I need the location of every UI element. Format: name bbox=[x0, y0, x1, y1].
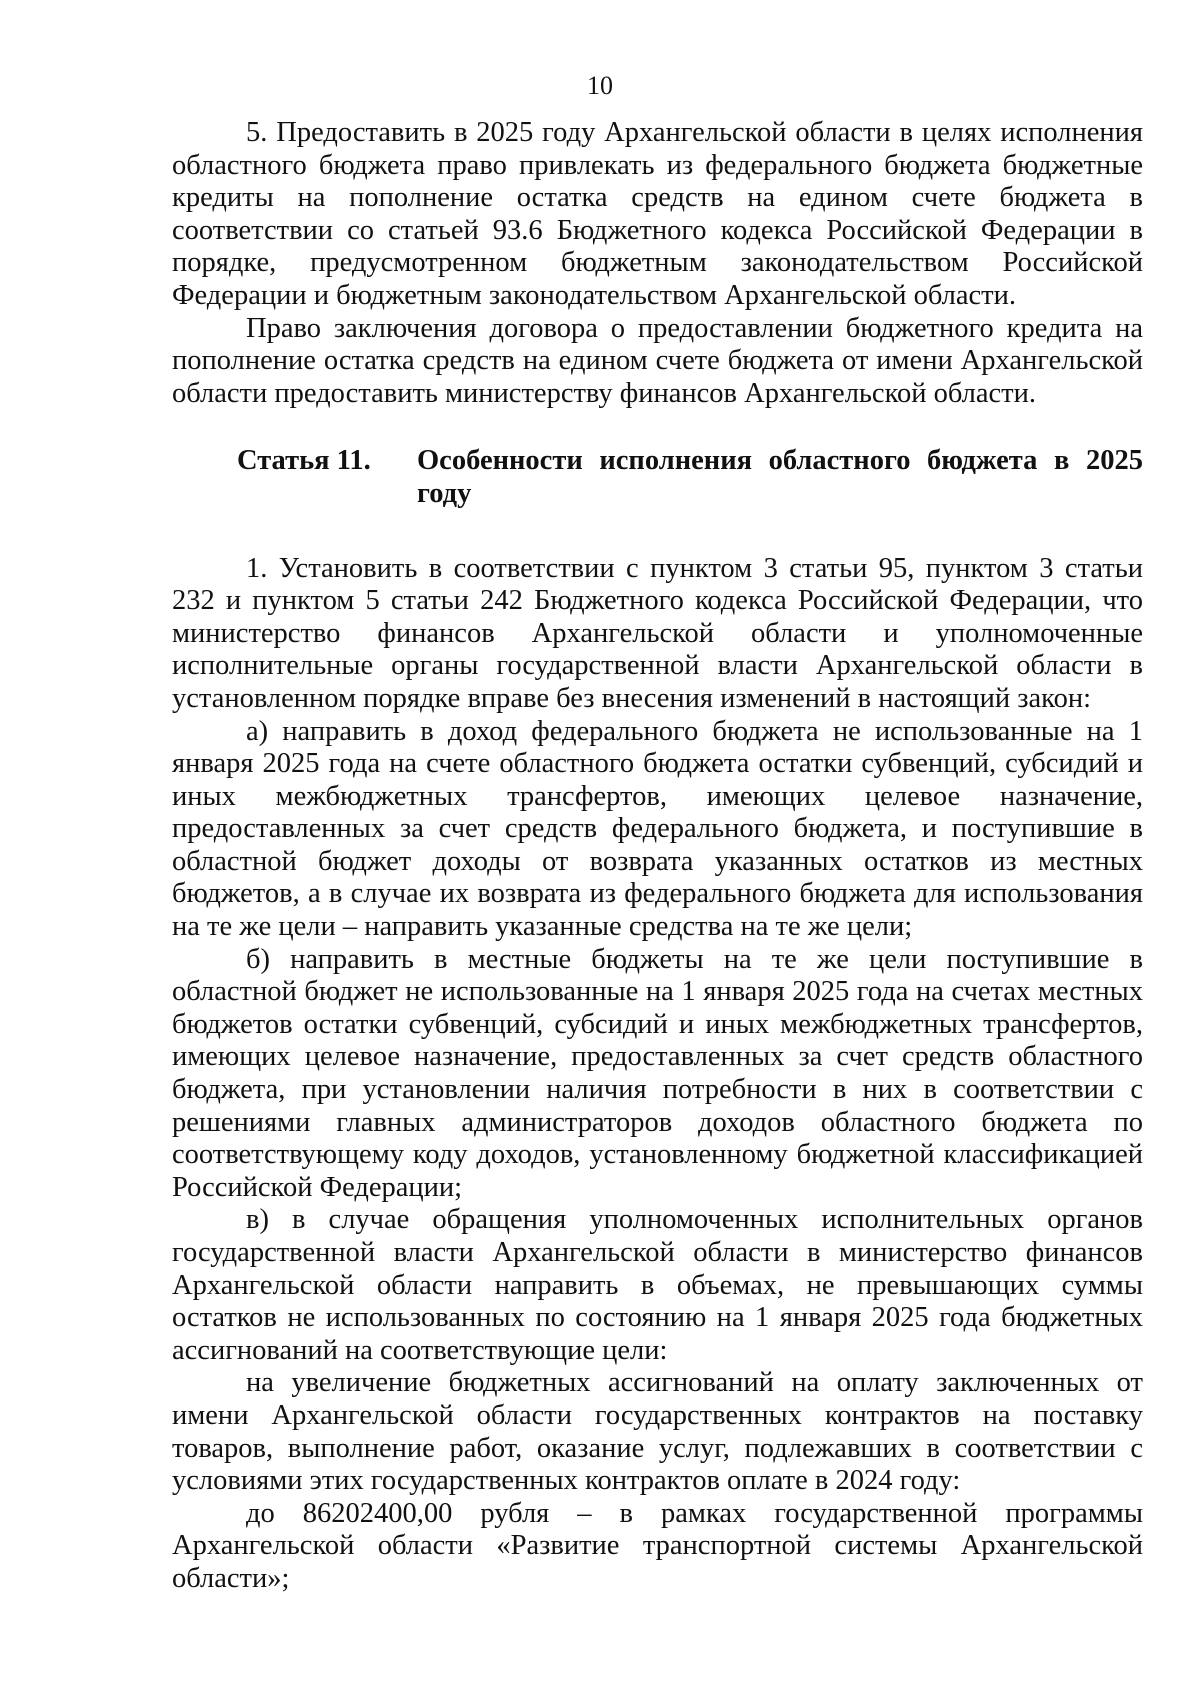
paragraph-subitem-v: в) в случае обращения уполномоченных исполнительных органов государственной власти Архангельской области в министерство финансов Архангельской области направить в объемах, не превышающих суммы остатков не использованных по состоянию на 1 января 2025 года бюджетных ассигнований на соответствующие цели: bbox=[172, 1204, 1143, 1366]
paragraph-credit-agreement: Право заключения договора о предоставлении бюджетного кредита на пополнение остатка средств на едином счете бюджета от имени Архангельской области предоставить министерству финансов Архангельской области. bbox=[172, 312, 1143, 409]
paragraph-subitem-a: а) направить в доход федерального бюджета не использованные на 1 января 2025 года на счете областного бюджета остатки субвенций, субсидий и иных межбюджетных трансфертов, имеющих целевое назначение, предоставленных за счет средств федерального бюджета, и поступившие в областной бюджет доходы от возврата указанных остатков из местных бюджетов, а в случае их возврата из федерального бюджета для использования на те же цели – направить указанные средства на те же цели; bbox=[172, 715, 1143, 943]
page-number: 10 bbox=[587, 71, 613, 100]
article-number: Статья 11. bbox=[237, 445, 371, 477]
paragraph-item-1: 1. Установить в соответствии с пунктом 3 статьи 95, пунктом 3 статьи 232 и пунктом 5 статьи 242 Бюджетного кодекса Российской Федерации, что министерство финансов Архангельской области и уполномоченные исполнительные органы государственной власти Архангельской области в установленном порядке вправе без внесения изменений в настоящий закон: bbox=[172, 552, 1143, 714]
article-heading bbox=[237, 445, 1143, 510]
paragraph-amount: до 86202400,00 рубля – в рамках государственной программы Архангельской области «Развитие транспортной системы Архангельской области»; bbox=[172, 1497, 1143, 1594]
document-body bbox=[172, 117, 1143, 1596]
paragraph-subitem-b: б) направить в местные бюджеты на те же цели поступившие в областной бюджет не использованные на 1 января 2025 года на счетах местных бюджетов остатки субвенций, субсидий и иных межбюджетных трансфертов, имеющих целевое назначение, предоставленных за счет средств областного бюджета, при установлении наличия потребности в них в соответствии с решениями главных администраторов доходов областного бюджета по соответствующему коду доходов, установленному бюджетной классификацией Российской Федерации; bbox=[172, 943, 1143, 1203]
paragraph-contracts: на увеличение бюджетных ассигнований на оплату заключенных от имени Архангельской области государственных контрактов на поставку товаров, выполнение работ, оказание услуг, подлежавших в соответствии с условиями этих государственных контрактов оплате в 2024 году: bbox=[172, 1367, 1143, 1497]
article-title: Особенности исполнения областного бюджета в 2025 году bbox=[417, 445, 1143, 509]
paragraph-item-5: 5. Предоставить в 2025 году Архангельской области в целях исполнения областного бюджета право привлекать из федерального бюджета бюджетные кредиты на пополнение остатка средств на едином счете бюджета в соответствии со статьей 93.6 Бюджетного кодекса Российской Федерации в порядке, предусмотренном бюджетным законодательством Российской Федерации и бюджетным законодательством Архангельской области. bbox=[172, 117, 1143, 311]
